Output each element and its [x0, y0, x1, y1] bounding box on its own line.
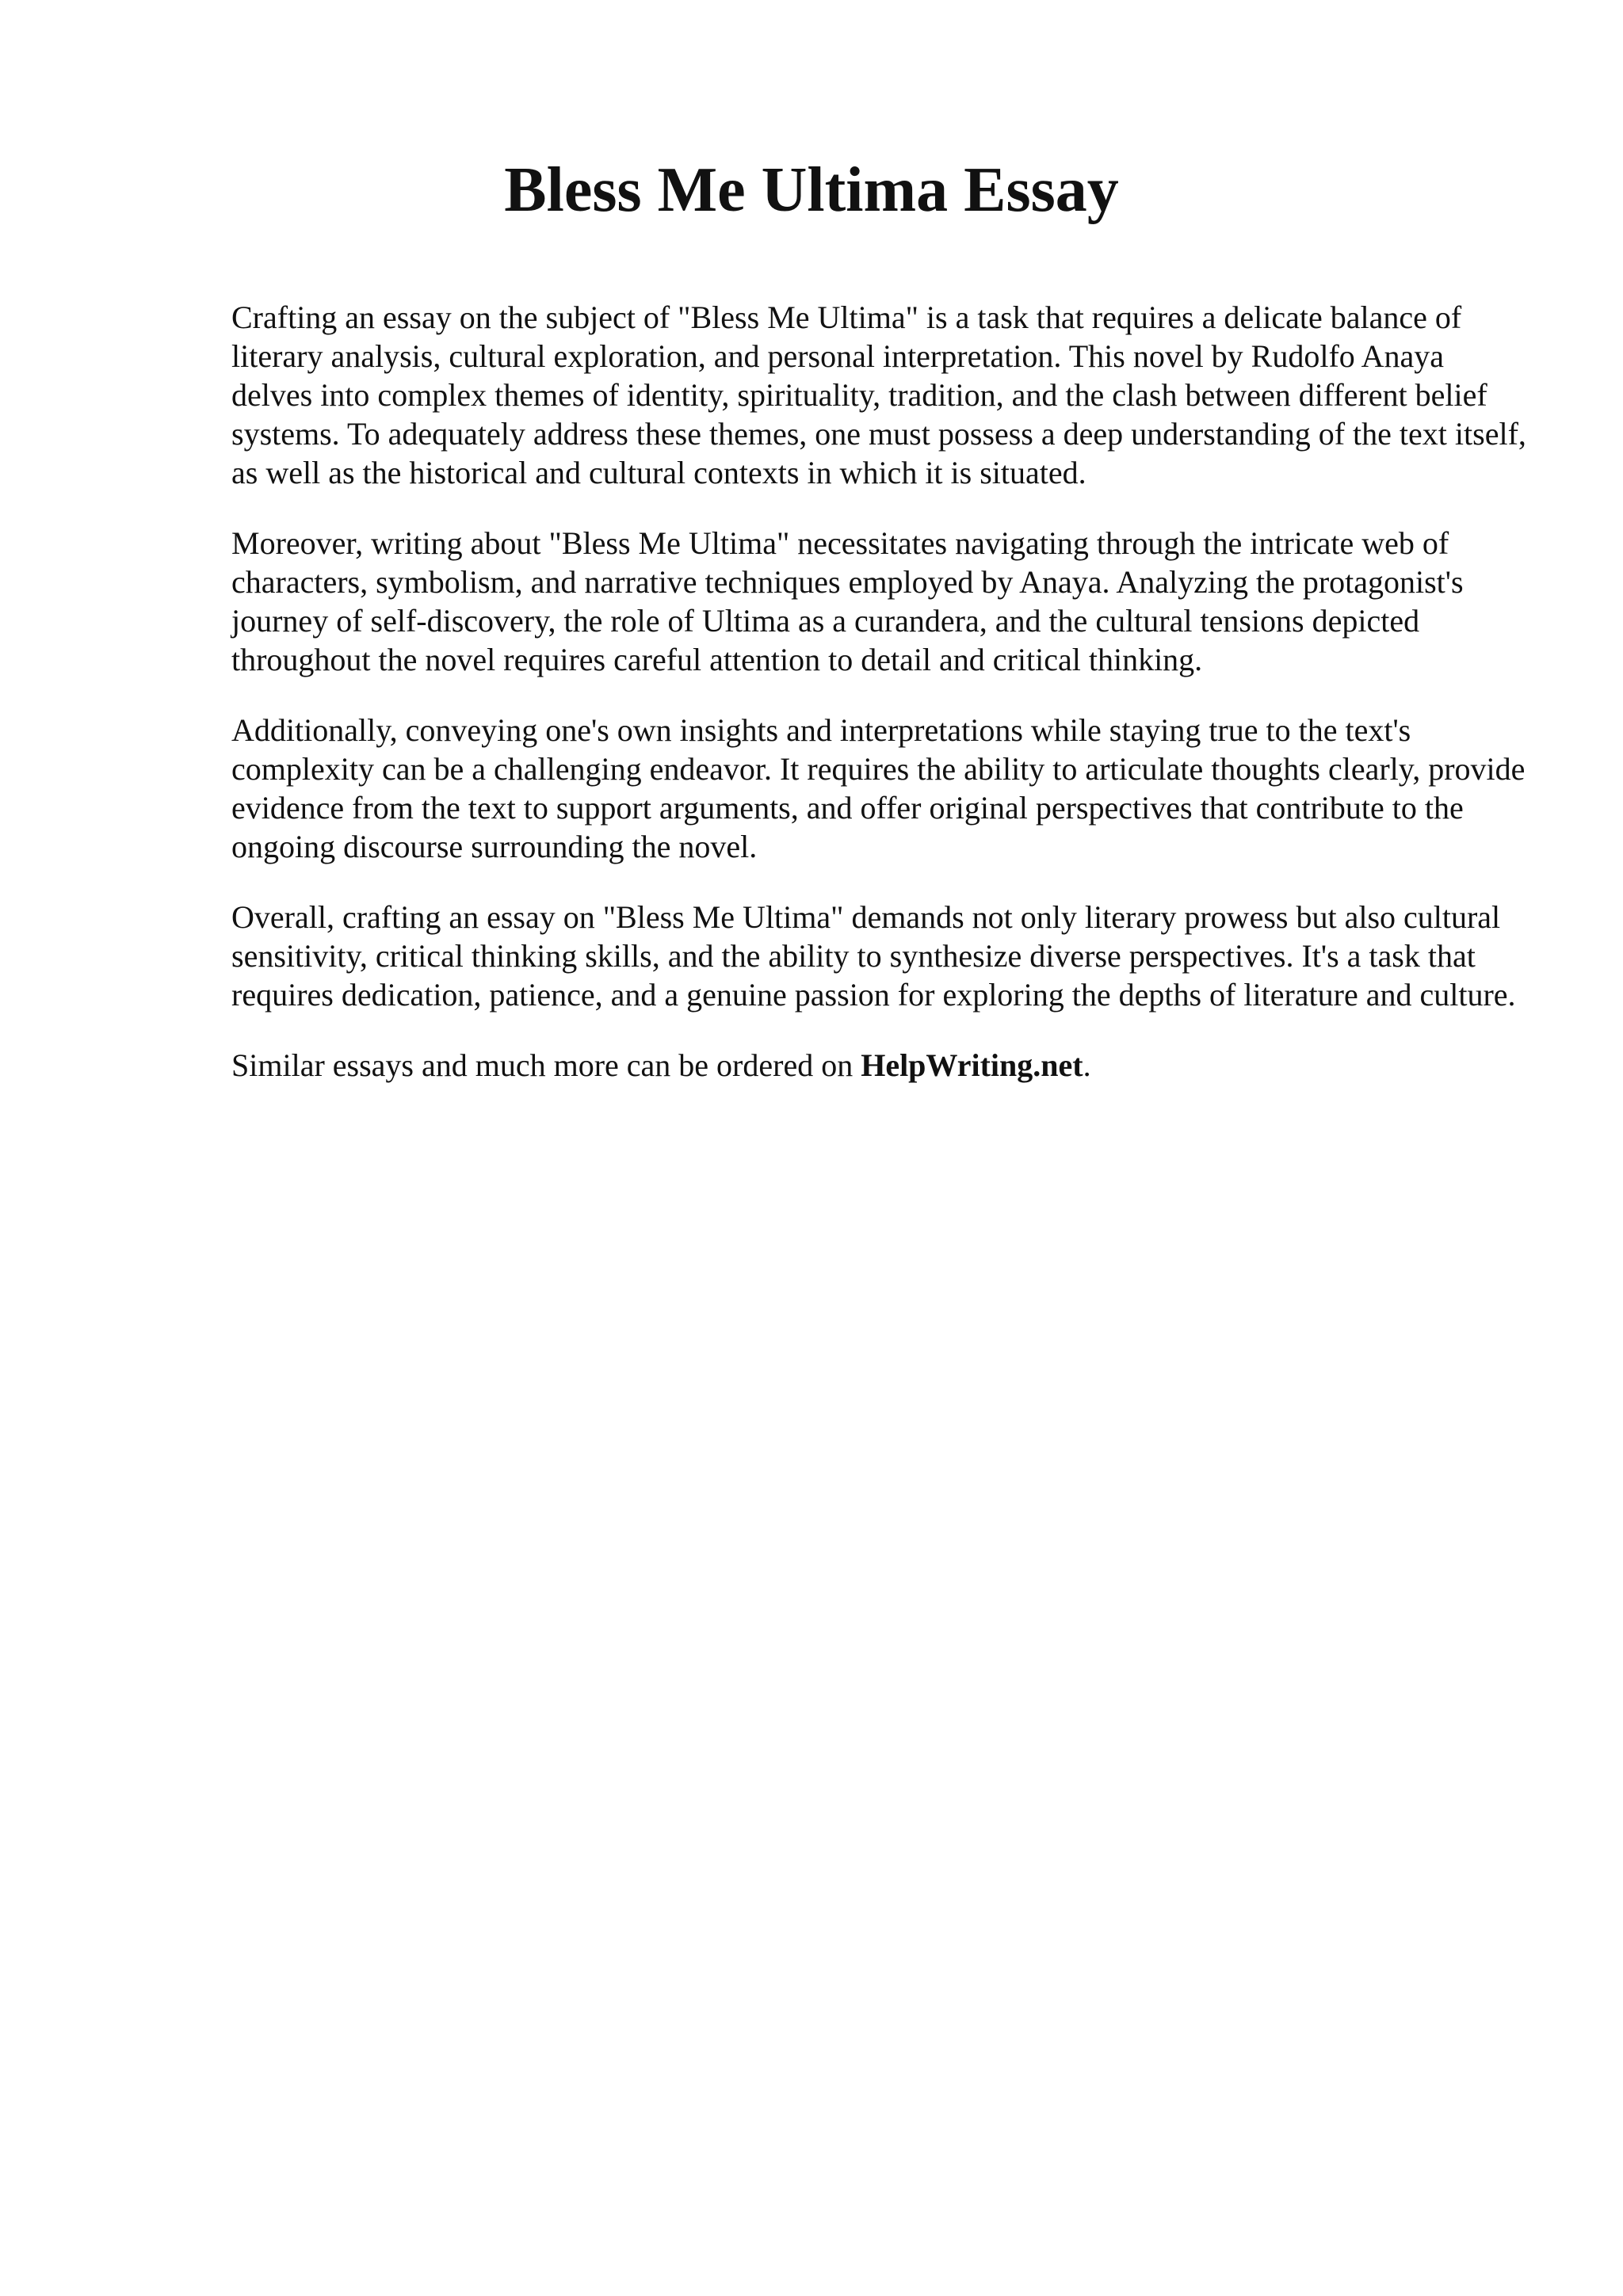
footer-line — [231, 1046, 1531, 1085]
paragraph-3: Additionally, conveying one's own insights and interpretations while staying true to the text's complexity can be a challenging endeavor. It requires the ability to articulate thoughts clearly, provide evidence from the text to support arguments, and offer original perspectives that contribute to the ongoing discourse surrounding the novel. — [231, 712, 1526, 864]
paragraph-1: Crafting an essay on the subject of "Bless Me Ultima" is a task that requires a delicate balance of literary analysis, cultural exploration, and personal interpretation. This novel by Rudolfo Anaya delves into complex themes of identity, spirituality, tradition, and the clash between different belief systems. To adequately address these themes, one must possess a deep understanding of the text itself, as well as the historical and cultural contexts in which it is situated. — [231, 299, 1526, 490]
paragraph-4: Overall, crafting an essay on "Bless Me Ultima" demands not only literary prowess but also cultural sensitivity, critical thinking skills, and the ability to synthesize diverse perspectives. It's a task that requires dedication, patience, and a genuine passion for exploring the depths of literature and culture. — [231, 899, 1516, 1013]
footer-text: Similar essays and much more can be ordered on — [231, 1047, 854, 1083]
document-title: Bless Me Ultima Essay — [504, 155, 1119, 225]
helpwriting-link[interactable]: HelpWriting.net — [861, 1047, 1083, 1083]
footer-period: . — [1083, 1047, 1091, 1083]
document-body — [231, 298, 1531, 1116]
paragraph-2: Moreover, writing about "Bless Me Ultima" necessitates navigating through the intricate web of characters, symbolism, and narrative techniques employed by Anaya. Analyzing the protagonist's journey of self-discovery, the role of Ultima as a curandera, and the cultural tensions depicted throughout the novel requires careful attention to detail and critical thinking. — [231, 525, 1464, 677]
